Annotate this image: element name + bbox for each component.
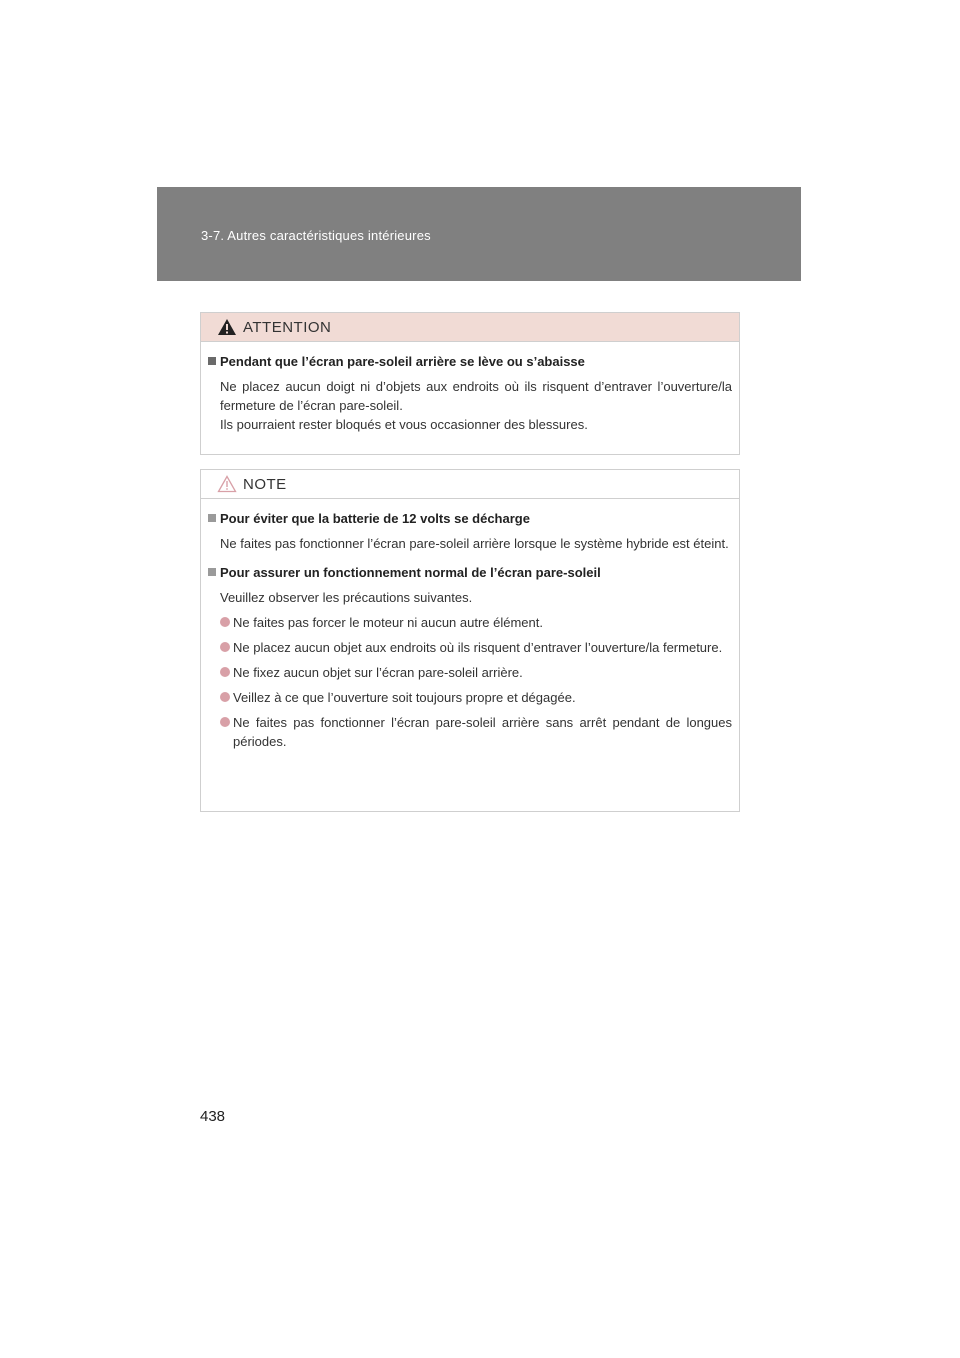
list-item	[220, 638, 732, 657]
attention-header	[201, 313, 739, 342]
note-text: Veuillez observer les précautions suivantes.	[220, 590, 473, 605]
note-label: NOTE	[243, 476, 287, 493]
round-bullet-icon	[220, 667, 230, 677]
page-number: 438	[200, 1108, 226, 1125]
note-subhead-text: Pour assurer un fonctionnement normal de l’écran pare-soleil	[220, 565, 601, 580]
caution-triangle-icon	[217, 475, 237, 493]
square-bullet-icon	[208, 357, 216, 365]
round-bullet-icon	[220, 642, 230, 652]
note-subhead	[208, 565, 732, 580]
note-text: Ne faites pas fonctionner l’écran pare-soleil arrière lorsque le système hybride est éteint.	[220, 536, 729, 551]
square-bullet-icon	[208, 568, 216, 576]
list-item	[220, 713, 732, 751]
attention-label: ATTENTION	[243, 319, 332, 336]
round-bullet-icon	[220, 617, 230, 627]
round-bullet-icon	[220, 717, 230, 727]
list-item	[220, 663, 732, 682]
chapter-header-bar	[157, 187, 801, 281]
note-box	[200, 469, 740, 812]
square-bullet-icon	[208, 514, 216, 522]
attention-box	[200, 312, 740, 455]
attention-text: Ne placez aucun doigt ni d’objets aux endroits où ils risquent d’entraver l’ouverture/la fermeture de l’écran pare-soleil.	[220, 379, 732, 413]
attention-text: Ils pourraient rester bloqués et vous occasionner des blessures.	[220, 417, 588, 432]
list-item	[220, 688, 732, 707]
list-item	[220, 613, 732, 632]
round-bullet-icon	[220, 692, 230, 702]
section-title: 3-7. Autres caractéristiques intérieures	[201, 228, 431, 243]
attention-subhead-text: Pendant que l’écran pare-soleil arrière se lève ou s’abaisse	[220, 354, 585, 369]
note-subhead-text: Pour éviter que la batterie de 12 volts se décharge	[220, 511, 530, 526]
list-item-text: Ne placez aucun objet aux endroits où ils risquent d’entraver l’ouverture/la fermeture.	[233, 640, 723, 655]
list-item-text: Ne faites pas forcer le moteur ni aucun autre élément.	[233, 615, 543, 630]
list-item-text: Ne faites pas fonctionner l’écran pare-soleil arrière sans arrêt pendant de longues périodes.	[233, 715, 732, 749]
note-header	[201, 470, 739, 499]
note-subhead	[208, 511, 732, 526]
list-item-text: Veillez à ce que l’ouverture soit toujours propre et dégagée.	[233, 690, 576, 705]
warning-triangle-icon	[217, 318, 237, 336]
attention-subhead	[208, 354, 732, 369]
list-item-text: Ne fixez aucun objet sur l’écran pare-soleil arrière.	[233, 665, 523, 680]
